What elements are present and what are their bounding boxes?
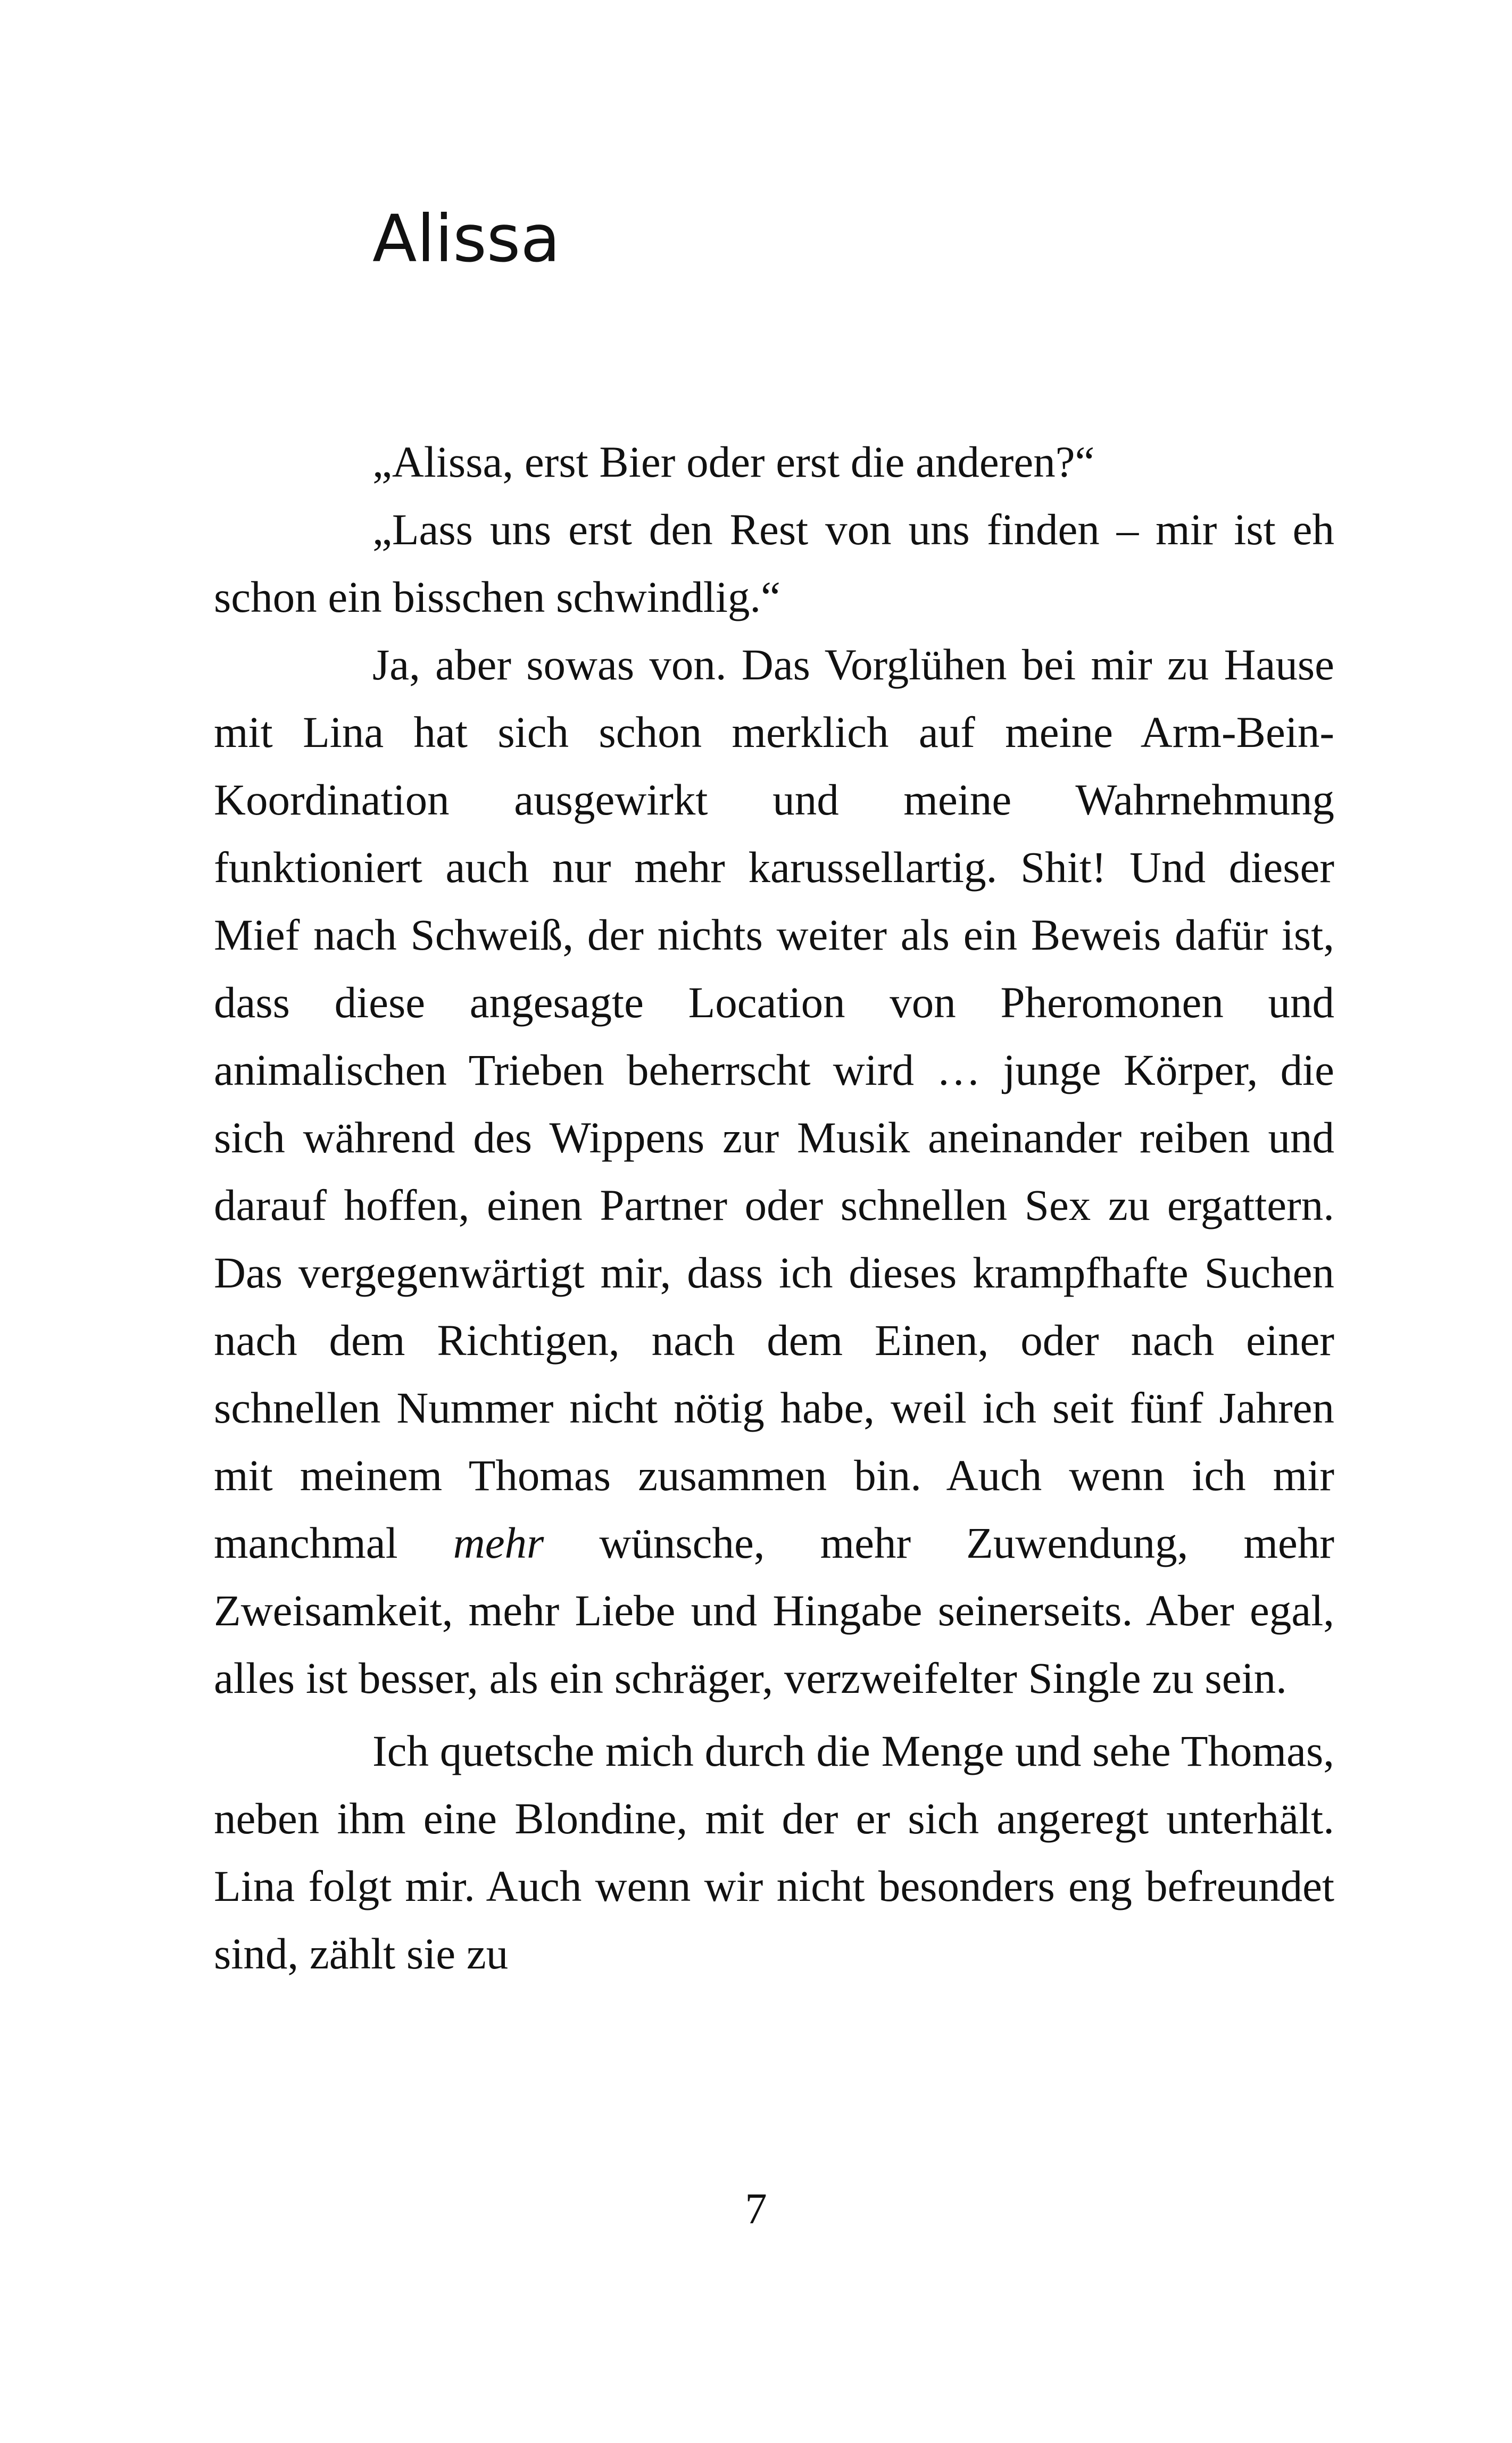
paragraph-narration-2: Ich quetsche mich durch die Menge und sehe Thomas, neben ihm eine Blondine, mit der er sich angeregt unterhält. Lina folgt mir. Auch wenn wir nicht besonders eng befreundet sind, zählt sie zu bbox=[214, 1726, 1334, 1978]
paragraph-dialogue-2: „Lass uns erst den Rest von uns finden – mir ist eh schon ein bisschen schwindlig.“ bbox=[214, 505, 1334, 621]
emphasized-word: mehr bbox=[453, 1518, 544, 1567]
paragraph-text-before-emphasis: Ja, aber sowas von. Das Vorglühen bei mir zu Hause mit Lina hat sich schon merklich auf meine Arm-Bein-Koordination ausgewirkt und meine Wahrnehmung funktioniert auch nur mehr karussellartig. Shit! Und dieser Mief nach Schweiß, der nichts weiter als ein Beweis dafür ist, dass diese angesagte Location von Pheromonen und animalischen Trieben beherrscht wird … junge Körper, die sich während des Wippens zur Musik aneinander reiben und darauf hoffen, einen Partner oder schnellen Sex zu ergattern. Das vergegenwärtigt mir, dass ich dieses krampfhafte Suchen nach dem Richtigen, nach dem Einen, oder nach einer schnellen Nummer nicht nötig habe, weil ich seit fünf Jahren mit meinem Thomas zusammen bin. Auch wenn ich mir manchmal bbox=[214, 640, 1334, 1567]
paragraph-text-after-emphasis: wünsche, mehr Zuwendung, mehr Zweisamkeit, mehr Liebe und Hingabe seinerseits. Aber egal, alles ist besser, als ein schräger, verzweifelter Single zu sein. bbox=[214, 1518, 1334, 1702]
page-number: 7 bbox=[745, 2184, 767, 2233]
paragraph-narration-1 bbox=[214, 631, 1334, 1712]
body-text bbox=[214, 428, 1334, 1988]
chapter-title: Alissa bbox=[372, 201, 561, 277]
paragraph-dialogue-1: „Alissa, erst Bier oder erst die anderen?“ bbox=[372, 437, 1095, 486]
